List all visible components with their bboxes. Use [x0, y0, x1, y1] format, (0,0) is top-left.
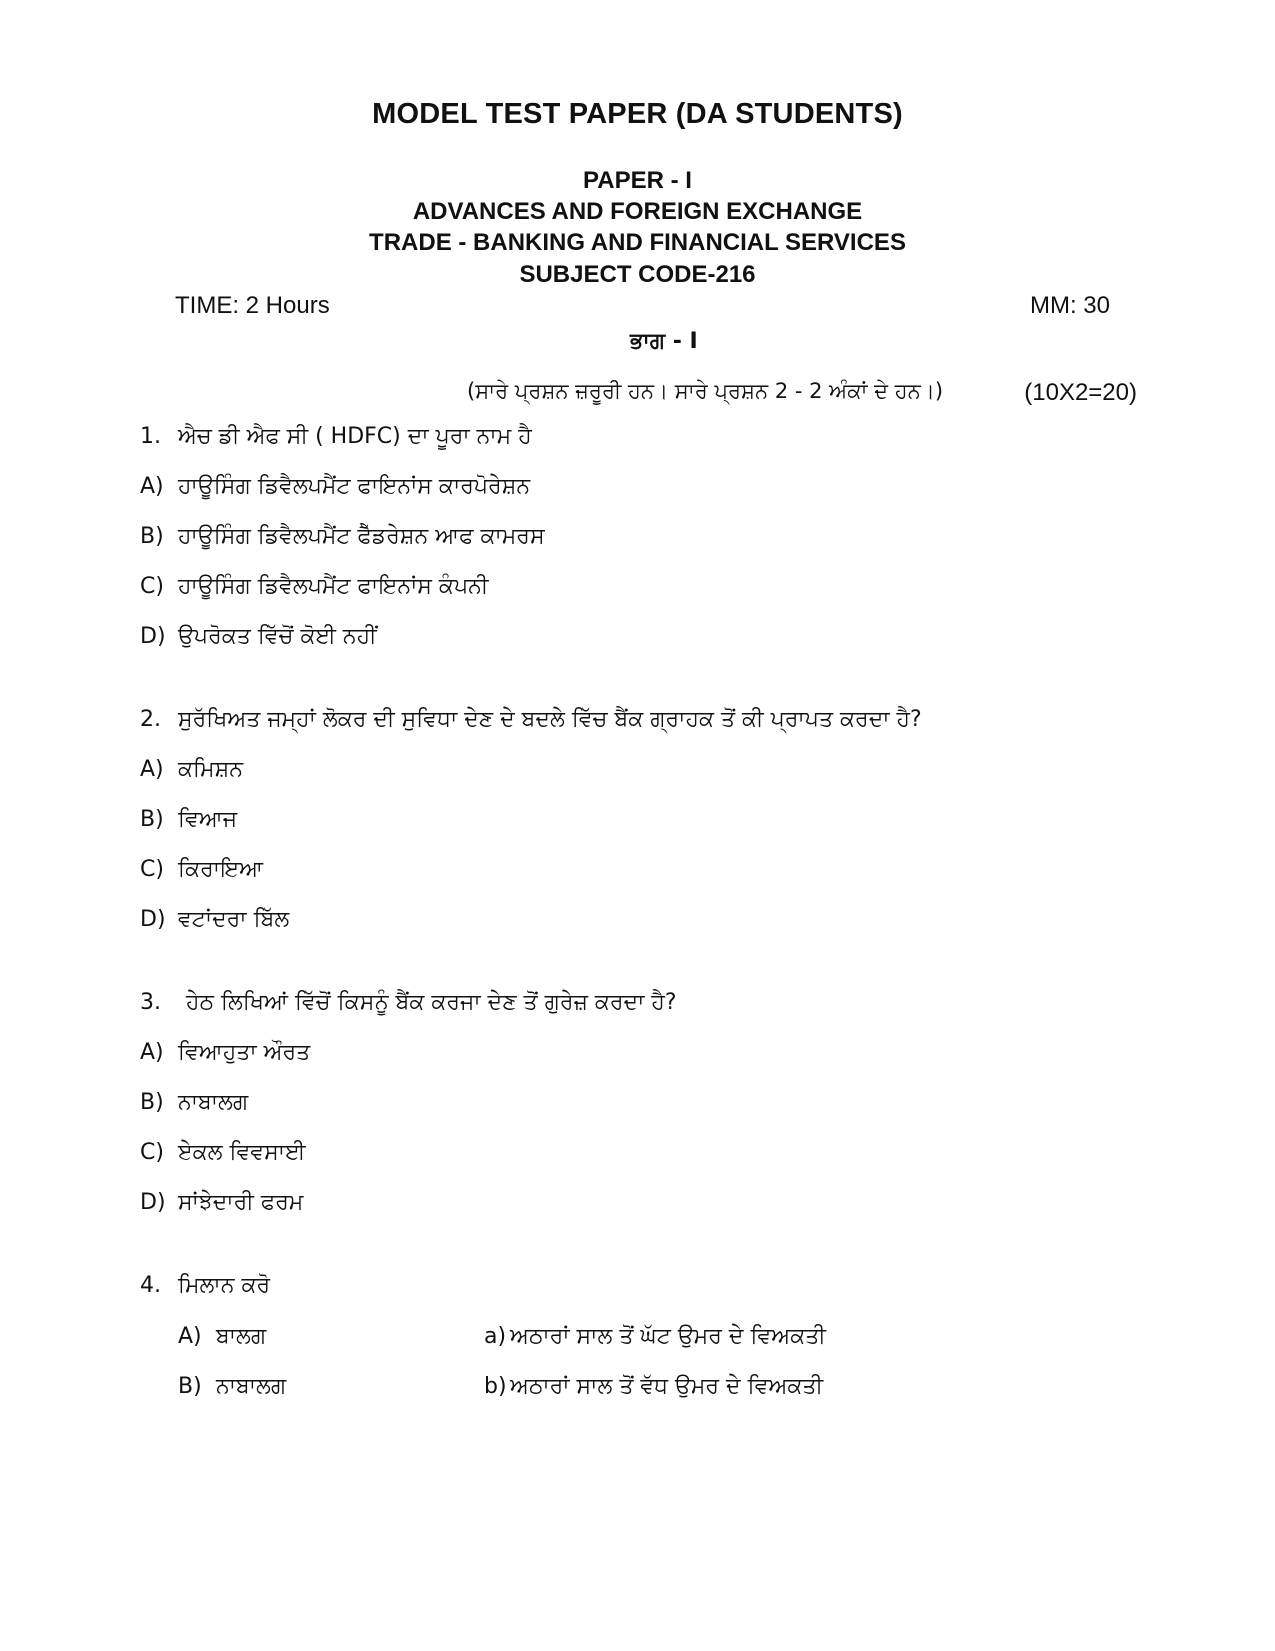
match-left-item-b [178, 1374, 286, 1399]
subject-name: ADVANCES AND FOREIGN EXCHANGE [412, 198, 863, 225]
option-text: ਹਾਊਸਿੰਗ ਡਿਵੈਲਪਮੈਂਟ ਫੈੱਡਰੇਸ਼ਨ ਆਫ ਕਾਮਰਸ [178, 524, 545, 549]
match-label: b) [484, 1374, 507, 1399]
match-text: ਨਾਬਾਲਗ [216, 1374, 287, 1399]
section-instruction: (ਸਾਰੇ ਪ੍ਰਸ਼ਨ ਜ਼ਰੂਰੀ ਹਨ। ਸਾਰੇ ਪ੍ਰਸ਼ਨ 2 - 2 ਅੰਕਾਂ ਦੇ ਹਨ।) [467, 379, 944, 403]
question-number: 3. [140, 990, 161, 1015]
trade-name: TRADE - BANKING AND FINANCIAL SERVICES [369, 229, 906, 256]
option-text: ਏਕਲ ਵਿਵਸਾਈ [178, 1140, 306, 1165]
option-text: ਸਾਂਝੇਦਾਰੀ ਫਰਮ [178, 1190, 304, 1215]
option-label: D) [140, 624, 166, 649]
question-number: 4. [140, 1273, 161, 1298]
question-3-option-d [140, 1190, 303, 1215]
question-text: ਐਚ ਡੀ ਐਫ ਸੀ ( HDFC) ਦਾ ਪੂਰਾ ਨਾਮ ਹੈ [178, 424, 532, 449]
question-3 [140, 990, 677, 1015]
question-4 [140, 1273, 270, 1298]
question-2 [140, 707, 922, 732]
exam-time: TIME: 2 Hours [175, 292, 330, 319]
question-2-option-b [140, 807, 237, 832]
option-text: ਕਿਰਾਇਆ [178, 857, 264, 882]
option-label: A) [140, 1040, 164, 1065]
option-label: C) [140, 857, 164, 882]
question-number: 1. [140, 424, 161, 449]
option-label: A) [140, 474, 164, 499]
option-text: ਨਾਬਾਲਗ [178, 1090, 249, 1115]
match-text: ਬਾਲਗ [216, 1324, 267, 1349]
option-text: ਹਾਊਸਿੰਗ ਡਿਵੈਲਪਮੈਂਟ ਫਾਇਨਾਂਸ ਕੰਪਨੀ [178, 574, 489, 599]
paper-number: PAPER - I [583, 167, 692, 194]
match-label: A) [178, 1324, 202, 1349]
question-text: ਸੁਰੱਖਿਅਤ ਜਮ੍ਹਾਂ ਲੋਕਰ ਦੀ ਸੁਵਿਧਾ ਦੇਣ ਦੇ ਬਦਲੇ ਵਿੱਚ ਬੈਂਕ ਗ੍ਰਾਹਕ ਤੋਂ ਕੀ ਪ੍ਰਾਪਤ ਕਰਦਾ ਹੈ? [178, 707, 922, 732]
question-3-option-b [140, 1090, 248, 1115]
option-text: ਹਾਊਸਿੰਗ ਡਿਵੈਲਪਮੈਂਟ ਫਾਇਨਾਂਸ ਕਾਰਪੋਰੇਸ਼ਨ [178, 474, 531, 499]
option-label: B) [140, 524, 164, 549]
question-number: 2. [140, 707, 161, 732]
match-right-item-b [484, 1374, 823, 1399]
max-marks: MM: 30 [1029, 292, 1110, 319]
question-2-option-c [140, 857, 263, 882]
subject-code: SUBJECT CODE-216 [519, 261, 756, 288]
option-text: ਵਟਾਂਦਰਾ ਬਿੱਲ [178, 907, 290, 932]
option-label: B) [140, 807, 164, 832]
match-right-item-a [484, 1324, 826, 1349]
option-label: C) [140, 1140, 164, 1165]
option-label: A) [140, 757, 164, 782]
question-2-option-a [140, 757, 243, 782]
question-1-option-c [140, 574, 489, 599]
question-1 [140, 424, 532, 449]
match-left-item-a [178, 1324, 266, 1349]
match-text: ਅਠਾਰਾਂ ਸਾਲ ਤੋਂ ਵੱਧ ਉਮਰ ਦੇ ਵਿਅਕਤੀ [510, 1374, 824, 1399]
match-label: a) [484, 1324, 507, 1349]
question-1-option-d [140, 624, 377, 649]
question-text: ਹੇਠ ਲਿਖਿਆਂ ਵਿੱਚੋਂ ਕਿਸਨੂੰ ਬੈਂਕ ਕਰਜਾ ਦੇਣ ਤੋਂ ਗੁਰੇਜ਼ ਕਰਦਾ ਹੈ? [186, 990, 677, 1015]
question-1-option-b [140, 524, 545, 549]
section-title: ਭਾਗ - I [630, 329, 698, 354]
question-3-option-a [140, 1040, 310, 1065]
match-text: ਅਠਾਰਾਂ ਸਾਲ ਤੋਂ ਘੱਟ ਉਮਰ ਦੇ ਵਿਅਕਤੀ [510, 1324, 826, 1349]
match-label: B) [178, 1374, 202, 1399]
option-label: D) [140, 907, 166, 932]
option-label: B) [140, 1090, 164, 1115]
page-title: MODEL TEST PAPER (DA STUDENTS) [372, 98, 903, 130]
option-label: C) [140, 574, 164, 599]
option-text: ਉਪਰੋਕਤ ਵਿੱਚੋਂ ਕੋਈ ਨਹੀਂ [178, 624, 377, 649]
question-2-option-d [140, 907, 289, 932]
section-marks: (10X2=20) [1024, 379, 1137, 406]
option-text: ਕਮਿਸ਼ਨ [178, 757, 243, 782]
question-3-option-c [140, 1140, 306, 1165]
option-text: ਵਿਆਹੁਤਾ ਔਰਤ [178, 1040, 311, 1065]
question-1-option-a [140, 474, 530, 499]
question-text: ਮਿਲਾਨ ਕਰੋ [178, 1273, 271, 1298]
option-text: ਵਿਆਜ [178, 807, 238, 832]
option-label: D) [140, 1190, 166, 1215]
